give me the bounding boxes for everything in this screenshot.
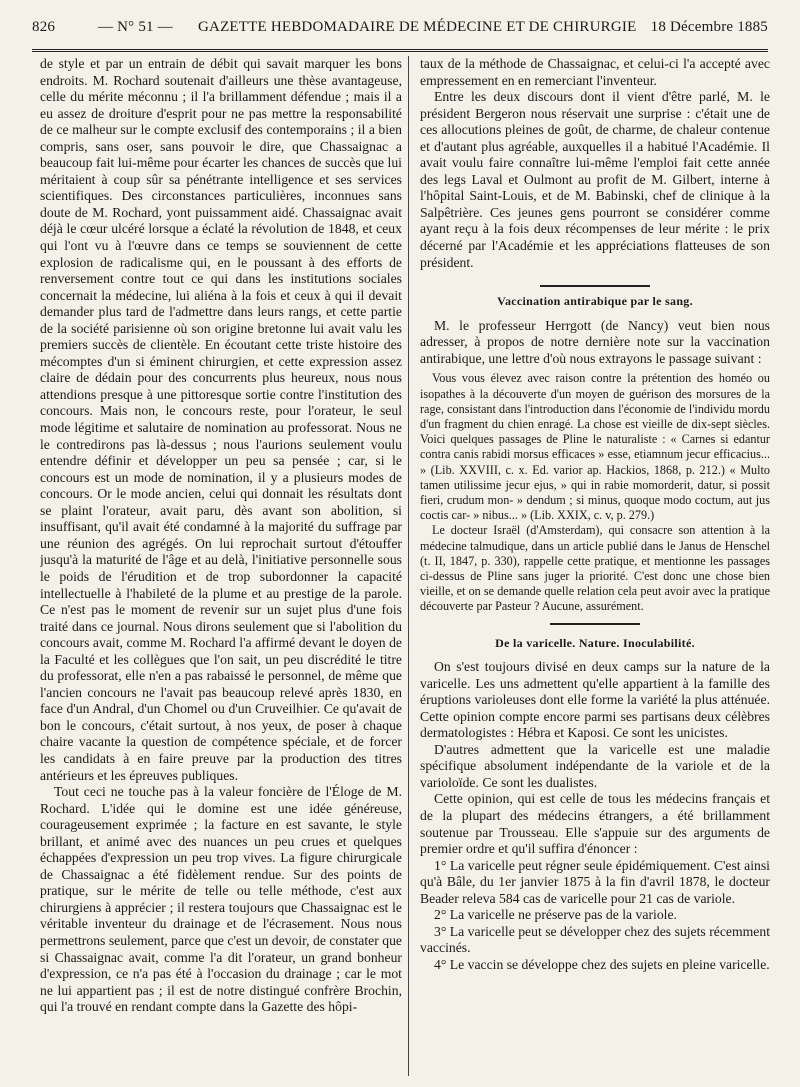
section2-paragraph-5: 2° La varicelle ne préserve pas de la variole. <box>434 907 677 923</box>
journal-title: GAZETTE HEBDOMADAIRE DE MÉDECINE ET DE CHIRURGIE <box>198 19 637 35</box>
header-rule <box>32 49 768 52</box>
issue-date: 18 Décembre 1885 <box>650 19 768 35</box>
page-header <box>32 16 768 40</box>
section2-paragraph-4: 1° La varicelle peut régner seule épidémiquement. C'est ainsi qu'à Bâle, du 1er janvier 1875 à la fin d'avril 1878, le docteur Beader releva 584 cas de varicelle pour 21 cas de variole. <box>420 857 770 906</box>
section1-quote-2: Le docteur Israël (d'Amsterdam), qui consacre son attention à la médecine talmudique, dans un article publié dans le Janus de Henschel (t. II, 1847, p. 330), rappelle cette pratique, et mentionne les passages ci-dessus de Pline sans juger la priorité. C'est donc une chose bien vieille, et on se demande quelle relation cela peut avoir avec la pratique découverte par Pasteur ? Aucune, assurément. <box>420 523 770 614</box>
column-divider <box>408 56 409 1076</box>
left-column <box>40 56 402 1078</box>
section2-paragraph-2: D'autres admettent que la varicelle est une maladie spécifique absolument indépendante de la variole et de la varioloïde. Ce sont les dualistes. <box>420 741 770 790</box>
section1-intro: M. le professeur Herrgott (de Nancy) veut bien nous adresser, à propos de notre dernière note sur la vaccination antirabique, une lettre d'où nous extrayons le passage suivant : <box>420 317 770 366</box>
section2-paragraph-1: On s'est toujours divisé en deux camps sur la nature de la varicelle. Les uns admettent qu'elle appartient à la famille des éruptions varioleuses dont elle forme la variété la plus atténuée. Cette opinion compte encore parmi ses partisans deux célèbres dermatologistes : Hébra et Kaposi. Ce sont les unicistes. <box>420 659 770 741</box>
section-rule <box>540 285 650 287</box>
page-number: 826 <box>32 19 56 35</box>
right-paragraph-1: taux de la méthode de Chassaignac, et celui-ci l'a accepté avec empressement en en remerciant l'inventeur. <box>420 56 770 88</box>
section1-quote-1: Vous vous élevez avec raison contre la prétention des homéo ou isopathes à la découverte d'un moyen de guérison des morsures de la rage, consistant dans l'introduction dans l'économie de l'individu mordu d'un fragment du chien enragé. La chose est vieille de dix-sept siècles. Voici quelques passages de Pline le naturaliste : « Carnes si edantur contra canis rabidi morsus efficaces » esse, etiamnum jecur efficacius... » (Lib. XXVIII, c. x. Ed. varior ap. Hackios, 1868, p. 212.) « Multo tamen utilissime jecur ejus, » qui in rabie momorderit, datur, si possit fieri, crudum mon- » dendum ; si minus, quoque modo coctum, aut jus coctis car- » nibus... » (Lib. XXIX, c. v, p. 279.) <box>420 371 770 523</box>
section-rule <box>550 623 640 625</box>
left-paragraph-2: Tout ceci ne touche pas à la valeur foncière de l'Éloge de M. Rochard. L'idée qui le domine est une idée généreuse, courageusement exprimée ; la facture en est savante, le style brillant, et animé avec des nuances un peu crues et quelques échappées d'expression un peu trop vives. La figure chirurgicale de Chassaignac a été fidèlement rendue. Sur des points de pratique, sur le mérite de telle ou telle méthode, c'est aux chirurgiens à apprécier ; il restera toujours que Chassaignac est le véritable inventeur du drainage et de l'écrasement. Nous nous permettrons seulement, parce que c'est un devoir, de constater que si Chassaignac avait, comme l'a dit l'orateur, un grand bonheur d'expression, ce n'a pas été à l'occasion du drainage ; car le mot ne lui appartient pas ; il est de notre distingué confrère Brochin, qui l'a trouvé en rendant compte dans la Gazette des hôpi- <box>40 784 402 1015</box>
section2-paragraph-3: Cette opinion, qui est celle de tous les médecins français et de la plupart des médecins étrangers, a été brillamment soutenue par Trousseau. Elle s'appuie sur des arguments de premier ordre et qu'il suffira d'énoncer : <box>420 791 770 857</box>
right-column <box>420 56 770 1078</box>
section-title-vaccination: Vaccination antirabique par le sang. <box>497 294 693 309</box>
right-paragraph-2: Entre les deux discours dont il vient d'être parlé, M. le président Bergeron nous réservait une surprise : c'était une de ces allocutions pleines de goût, de charme, de chaleur contenue et d'autant plus agréable, auxquelles il a habitué l'Académie. Il avait voulu faire connaître lui-même l'emploi fait cette année des legs Laval et Oulmont au profit de M. Gilbert, interne à l'hôpital Saint-Louis, et de M. Babinski, chef de clinique à la Salpêtrière. Ces jeunes gens pourront se considérer comme ayant reçu à la fois deux récompenses de leur mérite : le prix décerné par l'Académie et les appréciations flatteuses de son président. <box>420 89 770 270</box>
issue-number: — N° 51 — <box>98 19 173 35</box>
section2-paragraph-6: 3° La varicelle peut se développer chez des sujets récemment vaccinés. <box>420 923 770 956</box>
section-title-varicelle: De la varicelle. Nature. Inoculabilité. <box>495 635 695 650</box>
section2-paragraph-7: 4° Le vaccin se développe chez des sujets en pleine varicelle. <box>434 956 770 972</box>
left-paragraph-1: de style et par un entrain de débit qui savait marquer les bons endroits. M. Rochard soutenait d'ailleurs une thèse avantageuse, celle du mérite méconnu ; il l'a brillamment défendue ; mais il a eu assez de droiture d'esprit pour ne pas mettre la responsabilité de ce malheur sur le compte exclusif des contemporains ; il a bien compris, sans oser, sans pouvoir le dire, que Chassaignac a beaucoup fait lui-même pour écarter les chances de succès que lui méritaient à coup sûr sa pénétrante intelligence et ses services scientifiques. Des circonstances particulières, inconnues sans doute de M. Rochard, yont puissamment aidé. Chassaignac avait déjà le cœur ulcéré lorsque a éclaté la révolution de 1848, et ceux qui l'ont vu à l'œuvre dans ce temps se souviennent de cette explosion de radicalisme qui, en le poussant à des efforts de renversement contre tout ce qui dans les institutions sociales concernait la médecine, lui aliéna à la fois et ceux à qui il devait demander plus tard de l'admettre dans leurs rangs, et cette partie de la société parisienne où son origine bretonne lui avait valu les premiers succès de clientèle. En écoutant cette triste histoire des mécomptes d'un si éminent chirurgien, et cette expression assez claire de dédain pour des concurrents plus heureux, nous nous attendions presque à une pittoresque sortie contre l'institution des concours. Mais non, le concours reste, pour l'orateur, le seul mode légitime et salutaire de nomination au professorat. Nous ne le contredirons pas là-dessus ; nous l'aurions seulement voulu entendre définir et développer un peu sa pensée ; car, si le concours est un mode de nomination, il y a plusieurs modes de concours. Or le mode ancien, celui qui donnait les résultats dont se plaint l'orateur, avait paru, dès avant son abolition, si insuffisant, qu'il avait été condamné à la majorité du suffrage par une réunion des agrégés. On lui reprochait surtout d'étouffer jusqu'à la maturité de l'âge et au delà, l'initiative personnelle sous le poids de l'érudition et de trop subordonner la capacité intellectuelle à l'habileté de la plume et au prestige de la parole. Ce n'est pas le moment de revenir sur un sujet plus d'une fois traité dans ce journal. Nous dirons seulement que si l'abolition du concours avait, comme M. Rochard l'a affirmé devant le doyen de la Faculté et les collègues que l'on sait, un peu discrédité le titre du professorat, elle n'en a pas rabaissé le personnel, de même que l'ancien concours ne l'avait pas beaucoup relevé après 1830, en face d'un Andral, d'un Chomel ou d'un Cruveilhier. Ce qu'avait de bon le concours, c'était surtout, à nos yeux, de poser à chaque chaire vacante la question de compétence spéciale, et de forcer les candidats à en faire preuve par la production des titres antérieurs et les épreuves publiques. <box>40 56 402 783</box>
